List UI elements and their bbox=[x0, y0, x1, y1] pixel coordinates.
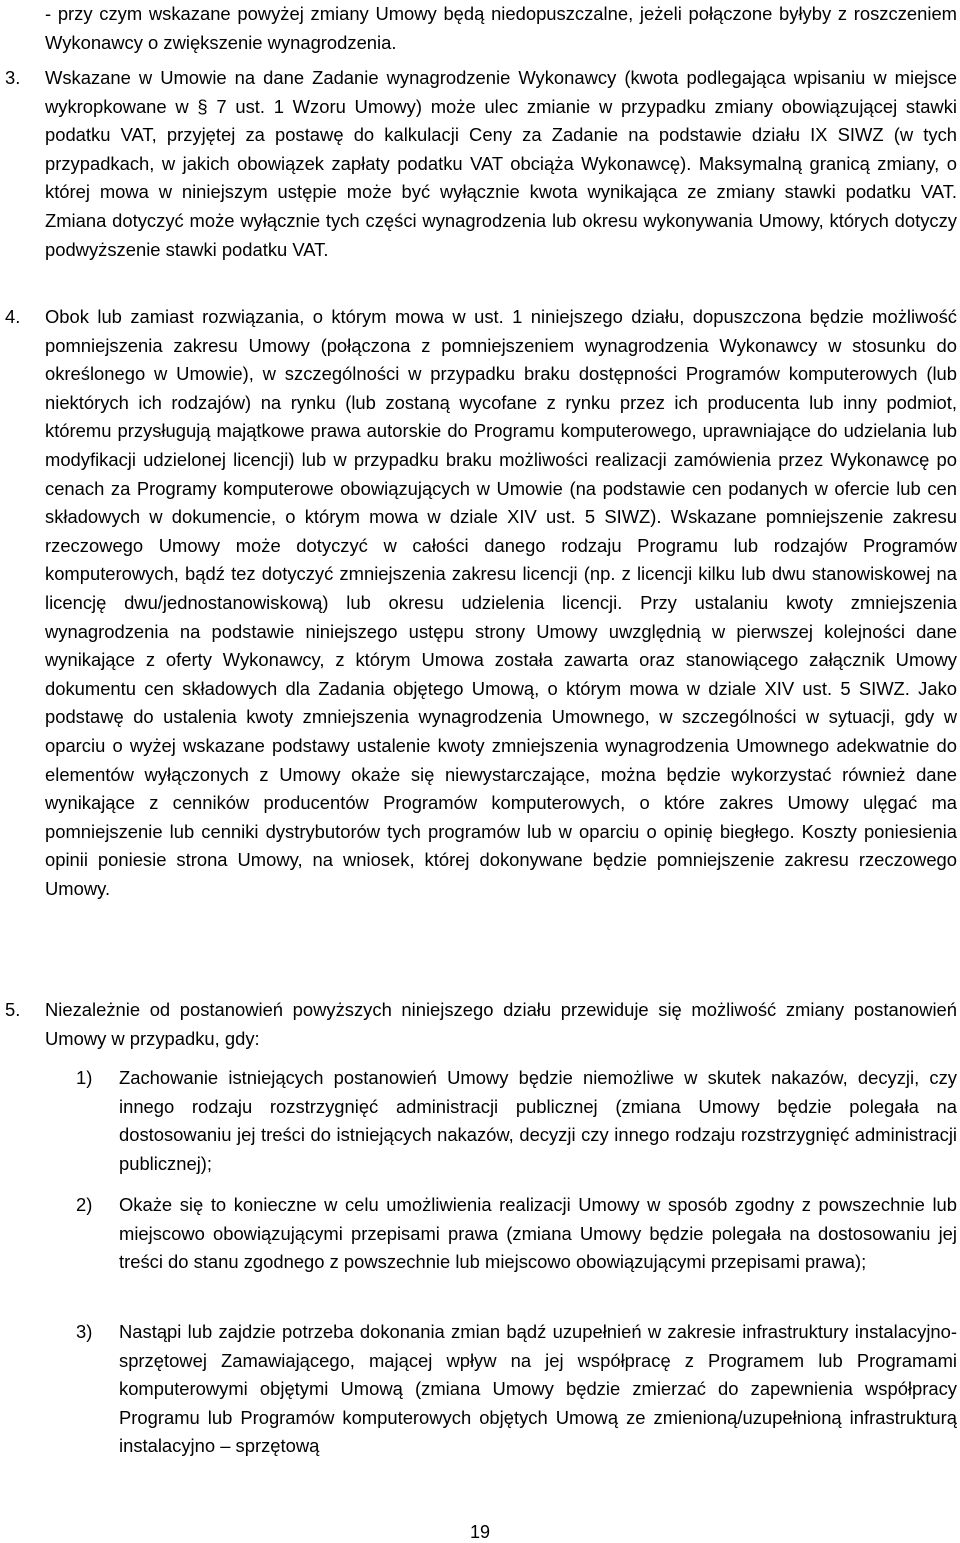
subitem-3-text: Nastąpi lub zajdzie potrzeba dokonania zmian bądź uzupełnień w zakresie infrastruktury instalacyjno-sprzętowej Zamawiającego, mającej wpływ na jej współpracę z Programem lub Programami komputerowymi objętymi Umową (zmiana Umowy będzie zmierzać do zapewnienia współpracy Programu lub Programów komputerowych objętych Umową ze zmienioną/uzupełnioną infrastrukturą instalacyjno – sprzętową bbox=[119, 1321, 957, 1457]
subitem-1-text: Zachowanie istniejących postanowień Umowy będzie niemożliwe w skutek nakazów, decyzji, czy innego rodzaju rozstrzygnięć administracji publicznej (zmiana Umowy będzie polegała na dostosowaniu jej treści do istniejących nakazów, decyzji czy innego rodzaju rozstrzygnięć administracji publicznej); bbox=[119, 1067, 957, 1174]
item-4-text: Obok lub zamiast rozwiązania, o którym mowa w ust. 1 niniejszego działu, dopuszczona będzie możliwość pomniejszenia zakresu Umowy (połączona z pomniejszeniem wynagrodzenia Wykonawcy w stosunku do określonego w Umowie), w szczególności w przypadku braku dostępności Programów komputerowych (lub niektórych ich rodzajów) na rynku (lub zostaną wycofane z rynku przez ich producenta lub inny podmiot, któremu przysługują majątkowe prawa autorskie do Programu komputerowego, uprawniające do udzielania lub modyfikacji udzielonej licencji) lub w przypadku braku możliwości realizacji zamówienia przez Wykonawcę po cenach za Programy komputerowe obowiązujących w Umowie (na podstawie cen podanych w ofercie lub cen składowych w dokumencie, o którym mowa w dziale XIV ust. 5 SIWZ). Wskazane pomniejszenie zakresu rzeczowego Umowy może dotyczyć w całości danego rodzaju Programu lub rodzajów Programów komputerowych, bądź tez dotyczyć zmniejszenia zakresu licencji (np. z licencji kilku lub dwu stanowiskowej na licencję dwu/jednostanowiskową) lub okresu udzielenia licencji. Przy ustalaniu kwoty zmniejszenia wynagrodzenia na podstawie niniejszego ustępu strony Umowy uwzględnią w pierwszej kolejności dane wynikające z oferty Wykonawcy, z którym Umowa została zawarta oraz stanowiącego załącznik Umowy dokumentu cen składowych dla Zadania objętego Umową, o którym mowa w dziale XIV ust. 5 SIWZ. Jako podstawę do ustalenia kwoty zmniejszenia wynagrodzenia Umownego, w szczególności w sytuacji, gdy w oparciu o wyżej wskazane podstawy ustalenie kwoty zmniejszenia wynagrodzenia Umownego adekwatnie do elementów wyłączonych z Umowy okaże się niewystarczające, można będzie wykorzystać również dane wynikające z cenników producentów Programów komputerowych, o które zakres Umowy ulęgać ma pomniejszenie lub cenniki dystrybutorów tych programów lub w oparciu o opinię biegłego. Koszty poniesienia opinii poniesie strona Umowy, na wniosek, której dokonywane będzie pomniejszenie zakresu rzeczowego Umowy. bbox=[45, 306, 957, 899]
item-5-number: 5. bbox=[5, 999, 21, 1020]
item-3-text: Wskazane w Umowie na dane Zadanie wynagrodzenie Wykonawcy (kwota podlegająca wpisaniu w miejsce wykropkowane w § 7 ust. 1 Wzoru Umowy) może ulec zmianie w przypadku zmiany obowiązującej stawki podatku VAT, przyjętej za postawę do kalkulacji Ceny za Zadanie na podstawie działu IX SIWZ (w tych przypadkach, w jakich obowiązek zapłaty podatku VAT obciąża Wykonawcę). Maksymalną granicą zmiany, o której mowa w niniejszym ustępie może być wyłącznie kwota wynikająca ze zmiany stawki podatku VAT. Zmiana dotyczyć może wyłącznie tych części wynagrodzenia lub okresu wykonywania Umowy, których dotyczy podwyższenie stawki podatku VAT. bbox=[45, 67, 957, 260]
item-3-number: 3. bbox=[5, 67, 21, 88]
subitem-2-number: 2) bbox=[76, 1194, 93, 1215]
page-number: 19 bbox=[469, 1522, 491, 1542]
item-4-number: 4. bbox=[5, 306, 21, 327]
item-5-text: Niezależnie od postanowień powyższych niniejszego działu przewiduje się możliwość zmiany postanowień Umowy w przypadku, gdy: bbox=[45, 999, 957, 1049]
subitem-1-number: 1) bbox=[76, 1067, 93, 1088]
subitem-3-number: 3) bbox=[76, 1321, 93, 1342]
dash-item-text: - przy czym wskazane powyżej zmiany Umowy będą niedopuszczalne, jeżeli połączone byłyby z roszczeniem Wykonawcy o zwiększenie wynagrodzenia. bbox=[45, 3, 957, 53]
subitem-2-text: Okaże się to konieczne w celu umożliwienia realizacji Umowy w sposób zgodny z powszechnie lub miejscowo obowiązującymi przepisami prawa (zmiana Umowy będzie polegała na dostosowaniu jej treści do stanu zgodnego z powszechnie lub miejscowo obowiązującymi przepisami prawa); bbox=[119, 1194, 957, 1273]
